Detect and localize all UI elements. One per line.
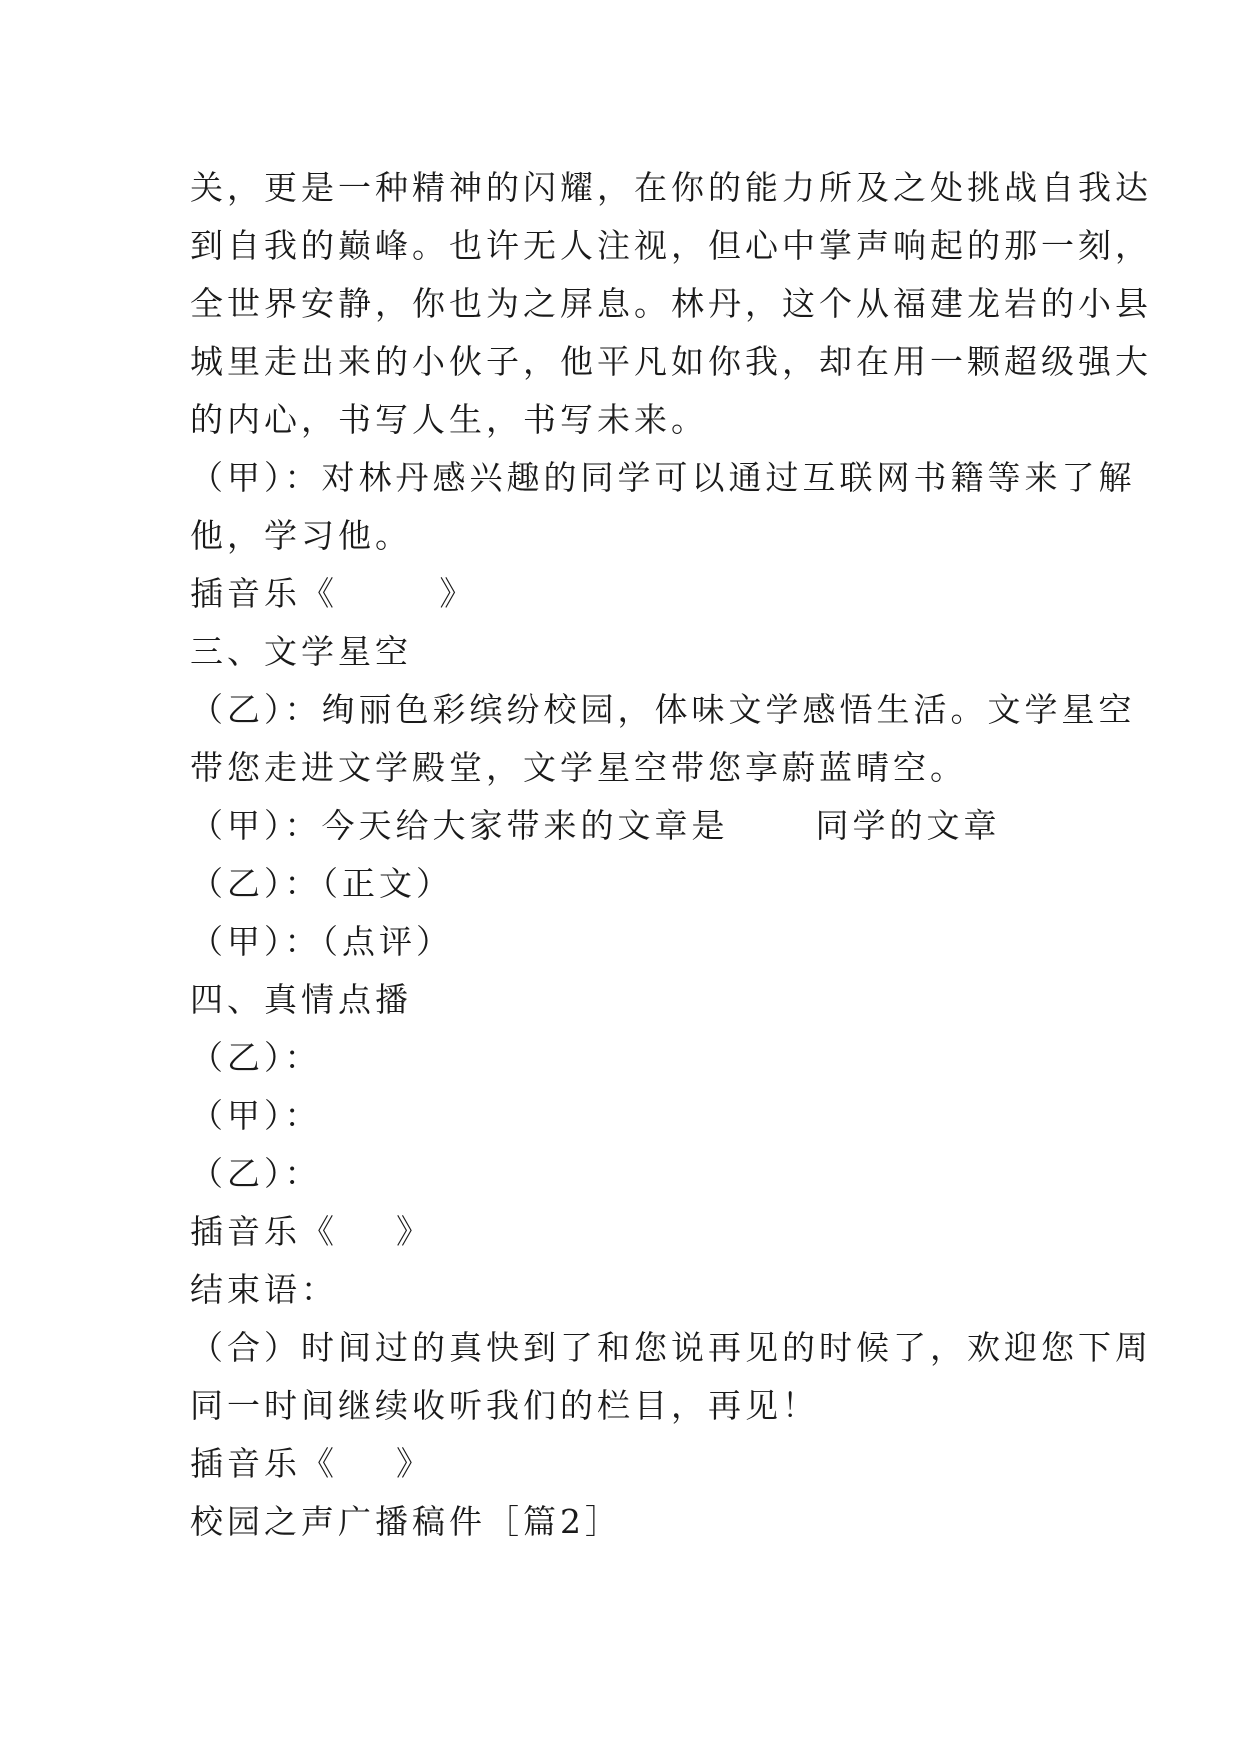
body-text-line: 到自我的巅峰。也许无人注视，但心中掌声响起的那一刻， xyxy=(190,226,1152,265)
dialogue-line: 他，学习他。 xyxy=(190,516,412,555)
next-article-title: 校园之声广播稿件［篇2］ xyxy=(190,1502,622,1541)
dialogue-line: （乙）：绚丽色彩缤纷校园，体味文学感悟生活。文学星空 xyxy=(190,690,1136,729)
body-text-line: 城里走出来的小伙子，他平凡如你我，却在用一颗超级强大 xyxy=(190,342,1152,381)
dialogue-line: （合）时间过的真快到了和您说再见的时候了，欢迎您下周 xyxy=(190,1328,1152,1367)
dialogue-line: （乙）：（正文） xyxy=(190,864,453,903)
dialogue-line: 同一时间继续收听我们的栏目，再见！ xyxy=(190,1386,819,1425)
music-cue: 插音乐《 》 xyxy=(190,574,477,613)
dialogue-line: （甲）：对林丹感兴趣的同学可以通过互联网书籍等来了解 xyxy=(190,458,1136,497)
dialogue-line: （乙）： xyxy=(190,1038,322,1077)
music-cue: 插音乐《 》 xyxy=(190,1444,433,1483)
body-text-line: 全世界安静，你也为之屏息。林丹，这个从福建龙岩的小县 xyxy=(190,284,1152,323)
section-heading: 三、文学星空 xyxy=(190,632,412,671)
dialogue-line: （甲）：今天给大家带来的文章是 同学的文章 xyxy=(190,806,1001,845)
music-cue: 插音乐《 》 xyxy=(190,1212,433,1251)
dialogue-line: （甲）：（点评） xyxy=(190,922,453,961)
dialogue-line: （乙）： xyxy=(190,1154,322,1193)
dialogue-line: （甲）： xyxy=(190,1096,322,1135)
body-text-line: 关，更是一种精神的闪耀，在你的能力所及之处挑战自我达 xyxy=(190,168,1152,207)
dialogue-line: 带您走进文学殿堂，文学星空带您享蔚蓝晴空。 xyxy=(190,748,967,787)
body-text-line: 的内心，书写人生，书写未来。 xyxy=(190,400,708,439)
section-heading: 四、真情点播 xyxy=(190,980,412,1019)
closing-heading: 结束语： xyxy=(190,1270,338,1309)
